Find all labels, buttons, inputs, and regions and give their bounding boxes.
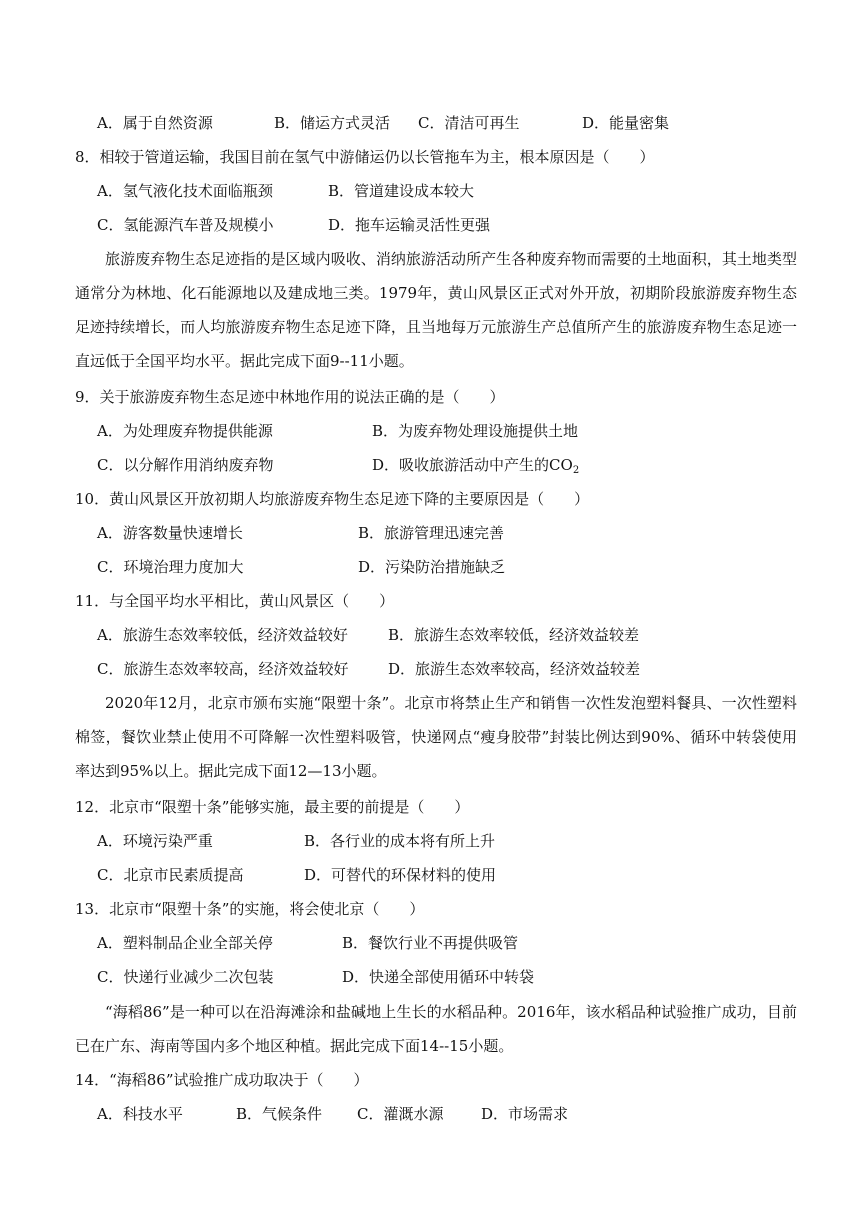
- q7-option-b: B．储运方式灵活: [274, 114, 391, 132]
- q14-option-d: D．市场需求: [481, 1105, 569, 1123]
- q9-option-d-subscript: 2: [572, 465, 580, 476]
- q14-option-c: C．灌溉水源: [357, 1105, 444, 1123]
- q9-option-d: [372, 455, 579, 475]
- q12-stem: 12．北京市“限塑十条”能够实施，最主要的前提是（ ）: [75, 798, 470, 816]
- q8-option-c: C．氢能源汽车普及规模小: [97, 216, 274, 234]
- q7-option-c: C．清洁可再生: [418, 114, 520, 132]
- q9-option-c: C．以分解作用消纳废弃物: [97, 456, 274, 474]
- q10-option-a: A．游客数量快速增长: [97, 524, 243, 542]
- q11-stem: 11．与全国平均水平相比，黄山风景区（ ）: [75, 592, 395, 610]
- q11-option-c: C．旅游生态效率较高，经济效益较好: [97, 660, 349, 678]
- passage-plastic-ban: [75, 686, 797, 788]
- q13-option-d: D．快递全部使用循环中转袋: [342, 968, 535, 986]
- q8-option-b: B．管道建设成本较大: [328, 182, 475, 200]
- q14-stem: 14．“海稻86”试验推广成功取决于（ ）: [75, 1071, 369, 1089]
- q11-option-b: B．旅游生态效率较低，经济效益较差: [388, 626, 640, 644]
- passage-sea-rice: [75, 995, 797, 1063]
- passage-eco-footprint-text: 旅游废弃物生态足迹指的是区域内吸收、消纳旅游活动所产生各种废弃物而需要的土地面积，其土地类型通常分为林地、化石能源地以及建成地三类。1979年，黄山风景区正式对外开放，初期阶段旅游废弃物生态足迹持续增长，而人均旅游废弃物生态足迹下降，且当地每万元旅游生产总值所产生的旅游废弃物生态足迹一直远低于全国平均水平。据此完成下面9--11小题。: [75, 250, 797, 370]
- q9-stem: 9．关于旅游废弃物生态足迹中林地作用的说法正确的是（ ）: [75, 388, 505, 406]
- q14-option-a: A．科技水平: [97, 1105, 183, 1123]
- q11-option-a: A．旅游生态效率较低，经济效益较好: [97, 626, 348, 644]
- q12-option-c: C．北京市民素质提高: [97, 866, 244, 884]
- q10-option-d: D．污染防治措施缺乏: [358, 558, 506, 576]
- q9-option-b: B．为废弃物处理设施提供土地: [372, 422, 579, 440]
- passage-sea-rice-text: “海稻86”是一种可以在沿海滩涂和盐碱地上生长的水稻品种。2016年，该水稻品种试验推广成功，目前已在广东、海南等国内多个地区种植。据此完成下面14--15小题。: [75, 1003, 797, 1055]
- q7-option-d: D．能量密集: [582, 114, 670, 132]
- q13-option-a: A．塑料制品企业全部关停: [97, 934, 273, 952]
- q7-option-a: A．属于自然资源: [97, 114, 213, 132]
- q13-option-c: C．快递行业减少二次包装: [97, 968, 274, 986]
- passage-eco-footprint: [75, 242, 797, 378]
- q10-option-b: B．旅游管理迅速完善: [358, 524, 505, 542]
- q11-option-d: D．旅游生态效率较高，经济效益较差: [388, 660, 641, 678]
- passage-plastic-ban-text: 2020年12月，北京市颁布实施“限塑十条”。北京市将禁止生产和销售一次性发泡塑料餐具、一次性塑料棉签，餐饮业禁止使用不可降解一次性塑料吸管，快递网点“瘦身胶带”封装比例达到90%、循环中转袋使用率达到95%以上。据此完成下面12—13小题。: [75, 694, 797, 780]
- q12-option-b: B．各行业的成本将有所上升: [304, 832, 496, 850]
- q10-stem: 10．黄山风景区开放初期人均旅游废弃物生态足迹下降的主要原因是（ ）: [75, 490, 590, 508]
- q12-option-a: A．环境污染严重: [97, 832, 213, 850]
- q9-option-a: A．为处理废弃物提供能源: [97, 422, 273, 440]
- q13-stem: 13．北京市“限塑十条”的实施，将会使北京（ ）: [75, 900, 425, 918]
- q13-option-b: B．餐饮行业不再提供吸管: [342, 934, 519, 952]
- q14-option-b: B．气候条件: [236, 1105, 323, 1123]
- q8-option-a: A．氢气液化技术面临瓶颈: [97, 182, 273, 200]
- q12-option-d: D．可替代的环保材料的使用: [304, 866, 497, 884]
- q8-option-d: D．拖车运输灵活性更强: [328, 216, 491, 234]
- q9-option-d-text: D．吸收旅游活动中产生的CO: [372, 456, 573, 474]
- q10-option-c: C．环境治理力度加大: [97, 558, 244, 576]
- q8-stem: 8．相较于管道运输，我国目前在氢气中游储运仍以长管拖车为主，根本原因是（ ）: [75, 148, 655, 166]
